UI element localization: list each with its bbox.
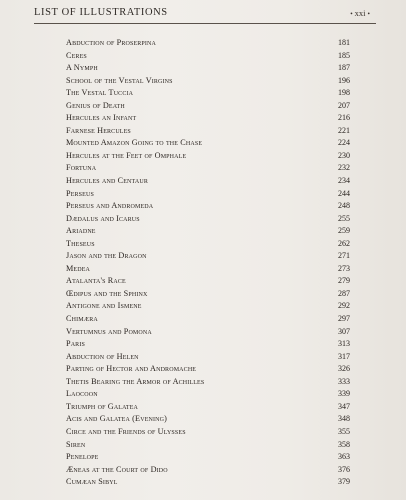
illustration-title: Paris [66, 339, 85, 349]
list-item [66, 351, 350, 364]
list-item [66, 426, 350, 439]
illustration-page-number: 262 [338, 238, 350, 248]
illustration-page-number: 333 [338, 376, 350, 386]
illustration-title: Œdipus and the Sphinx [66, 288, 148, 298]
list-item [66, 288, 350, 301]
illustration-page-number: 216 [338, 113, 350, 123]
illustration-title: Ariadne [66, 226, 96, 236]
illustration-page-number: 207 [338, 100, 350, 110]
illustration-title: Siren [66, 439, 86, 449]
bullet-icon: • [350, 10, 353, 18]
list-item [66, 376, 350, 389]
list-item [66, 250, 350, 263]
illustration-title: Penelope [66, 452, 99, 462]
illustration-title: Antigone and Ismene [66, 301, 142, 311]
illustration-title: Medea [66, 263, 91, 273]
illustration-page-number: 181 [338, 38, 350, 47]
illustration-page-number: 224 [338, 138, 350, 148]
illustration-title: Cumæan Sibyl [66, 477, 118, 487]
list-item [66, 62, 350, 75]
list-item [66, 162, 350, 175]
list-item [66, 112, 350, 125]
illustration-page-number: 326 [338, 364, 350, 374]
illustration-title: Triumph of Galatea [66, 401, 139, 411]
illustration-title: Thetis Bearing the Armor of Achilles [66, 376, 205, 386]
illustration-page-number: 287 [338, 288, 350, 298]
list-item [66, 275, 350, 288]
illustration-page-number: 307 [338, 326, 350, 336]
illustration-title: Fortuna [66, 163, 97, 173]
illustration-title: Acis and Galatea (Evening) [66, 414, 167, 424]
list-item [66, 326, 350, 339]
list-item [66, 37, 350, 50]
list-item [66, 238, 350, 251]
list-item [66, 175, 350, 188]
illustration-page-number: 198 [338, 88, 350, 98]
illustration-page-number: 363 [338, 452, 350, 462]
list-item [66, 263, 350, 276]
illustration-title: Abduction of Proserpina [66, 38, 157, 47]
illustration-page-number: 234 [338, 176, 350, 186]
illustration-title: Hercules at the Feet of Omphale [66, 150, 187, 160]
illustration-page-number: 273 [338, 263, 350, 273]
illustration-title: School of the Vestal Virgins [66, 75, 173, 85]
illustration-page-number: 279 [338, 276, 350, 286]
illustration-title: Ceres [66, 50, 87, 60]
running-header [34, 7, 376, 24]
illustration-title: Æneas at the Court of Dido [66, 464, 168, 474]
illustration-title: Abduction of Helen [66, 351, 139, 361]
illustration-title: Hercules an Infant [66, 113, 137, 123]
list-item [66, 464, 350, 477]
list-item [66, 87, 350, 100]
list-item [66, 50, 350, 63]
list-item [66, 100, 350, 113]
illustration-page-number: 339 [338, 389, 350, 399]
list-item [66, 388, 350, 401]
illustration-page-number: 187 [338, 63, 350, 73]
page-number [348, 8, 372, 18]
illustration-page-number: 196 [338, 75, 350, 85]
list-item [66, 137, 350, 150]
list-item [66, 439, 350, 452]
illustration-page-number: 230 [338, 150, 350, 160]
illustration-page-number: 379 [338, 477, 350, 487]
illustration-title: Vertumnus and Pomona [66, 326, 152, 336]
illustration-title: Laocoon [66, 389, 98, 399]
illustration-page-number: 244 [338, 188, 350, 198]
illustration-title: Atalanta's Race [66, 276, 126, 286]
illustration-page-number: 376 [338, 464, 350, 474]
list-item [66, 401, 350, 414]
illustration-page-number: 232 [338, 163, 350, 173]
list-item [66, 225, 350, 238]
list-item [66, 150, 350, 163]
illustration-page-number: 185 [338, 50, 350, 60]
list-item [66, 476, 350, 489]
illustration-page-number: 313 [338, 339, 350, 349]
illustration-page-number: 271 [338, 251, 350, 261]
illustration-page-number: 355 [338, 426, 350, 436]
page-number-value: xxi [354, 8, 366, 18]
list-item [66, 451, 350, 464]
list-item [66, 200, 350, 213]
illustration-title: Theseus [66, 238, 95, 248]
running-header-title: LIST OF ILLUSTRATIONS [34, 7, 168, 18]
illustration-page-number: 248 [338, 201, 350, 211]
illustration-page-number: 259 [338, 226, 350, 236]
list-item [66, 338, 350, 351]
illustration-title: Genius of Death [66, 100, 125, 110]
illustration-title: Hercules and Centaur [66, 176, 148, 186]
bullet-icon: • [367, 10, 370, 18]
illustration-page-number: 255 [338, 213, 350, 223]
illustration-title: The Vestal Tuccia [66, 88, 134, 98]
list-item [66, 363, 350, 376]
list-item [66, 75, 350, 88]
illustration-page-number: 348 [338, 414, 350, 424]
list-item [66, 313, 350, 326]
list-item [66, 188, 350, 201]
illustration-title: A Nymph [66, 63, 98, 73]
illustration-title: Parting of Hector and Andromache [66, 364, 197, 374]
illustration-page-number: 358 [338, 439, 350, 449]
illustration-title: Circe and the Friends of Ulysses [66, 426, 186, 436]
illustration-title: Perseus [66, 188, 94, 198]
illustration-page-number: 347 [338, 401, 350, 411]
illustration-title: Chimæra [66, 314, 98, 324]
illustration-title: Farnese Hercules [66, 125, 131, 135]
illustration-page-number: 297 [338, 314, 350, 324]
list-item [66, 413, 350, 426]
list-item [66, 125, 350, 138]
illustration-list [66, 37, 350, 489]
list-item [66, 300, 350, 313]
illustration-title: Mounted Amazon Going to the Chase [66, 138, 203, 148]
illustration-title: Dædalus and Icarus [66, 213, 140, 223]
illustration-page-number: 221 [338, 125, 350, 135]
illustration-page-number: 317 [338, 351, 350, 361]
illustration-page-number: 292 [338, 301, 350, 311]
list-item [66, 213, 350, 226]
illustration-title: Perseus and Andromeda [66, 201, 154, 211]
illustration-title: Jason and the Dragon [66, 251, 147, 261]
